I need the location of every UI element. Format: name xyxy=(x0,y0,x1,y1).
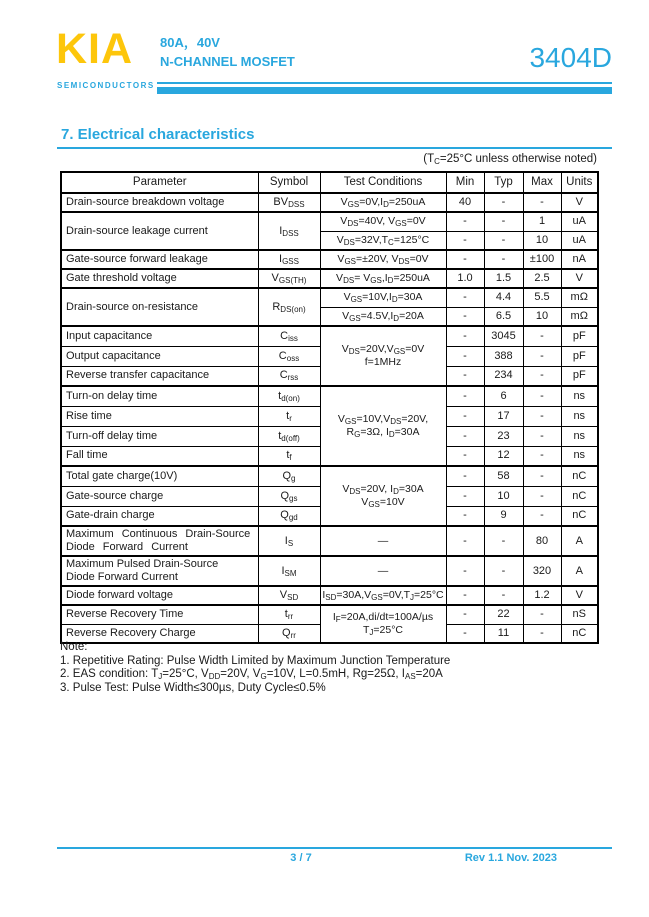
units-cell: uA xyxy=(561,212,598,231)
symbol-cell: $C_{oss}$ xyxy=(258,346,320,366)
param-cell: Turn-on delay time xyxy=(61,386,258,406)
min-cell: - xyxy=(446,466,484,486)
units-cell: A xyxy=(561,526,598,556)
revision-label: Rev 1.1 Nov. 2023 xyxy=(464,852,557,864)
col-header-parameter: Parameter xyxy=(61,172,258,193)
symbol-cell: $BV_{DSS}$ xyxy=(258,193,320,212)
cond-cell: $I_F=20A,di/dt=100A/\mu s$ $T_J=25^\circ C$ xyxy=(320,605,446,643)
param-cell: Gate threshold voltage xyxy=(61,269,258,288)
section-title: 7. Electrical characteristics xyxy=(61,126,255,143)
param-cell: Reverse transfer capacitance xyxy=(61,366,258,386)
typ-cell: 9 xyxy=(484,506,523,526)
part-number: 3404D xyxy=(529,42,612,73)
max-cell: - xyxy=(523,506,561,526)
condition-note: ($T_C=25^\circ C$ unless otherwise noted) xyxy=(423,153,597,166)
notes-title: Note: xyxy=(60,641,88,653)
param-cell: Output capacitance xyxy=(61,346,258,366)
param-cell: Gate-drain charge xyxy=(61,506,258,526)
section-rule xyxy=(57,147,612,149)
max-cell: - xyxy=(523,366,561,386)
typ-cell: - xyxy=(484,250,523,269)
typ-cell: 10 xyxy=(484,486,523,506)
cond-cell: $V_{GS}=10V,V_{DS}=20V$, $R_G=3\Omega$, $I_D=30A$ xyxy=(320,386,446,466)
param-cell: Reverse Recovery Time xyxy=(61,605,258,624)
units-cell: ns xyxy=(561,406,598,426)
min-cell: - xyxy=(446,506,484,526)
param-cell: Drain-source leakage current xyxy=(61,212,258,250)
symbol-cell: $I_{SM}$ xyxy=(258,556,320,586)
min-cell: - xyxy=(446,231,484,250)
typ-cell: 4.4 xyxy=(484,288,523,307)
param-cell: Drain-source on-resistance xyxy=(61,288,258,326)
col-header-max: Max xyxy=(523,172,561,193)
min-cell: - xyxy=(446,556,484,586)
units-cell: ns xyxy=(561,386,598,406)
min-cell: - xyxy=(446,605,484,624)
min-cell: - xyxy=(446,366,484,386)
typ-cell: 12 xyxy=(484,446,523,466)
units-cell: mΩ xyxy=(561,307,598,326)
units-cell: V xyxy=(561,269,598,288)
max-cell: 10 xyxy=(523,231,561,250)
typ-cell: 234 xyxy=(484,366,523,386)
notes-block xyxy=(60,641,450,695)
units-cell: pF xyxy=(561,366,598,386)
min-cell: 40 xyxy=(446,193,484,212)
units-cell: nC xyxy=(561,506,598,526)
max-cell: 320 xyxy=(523,556,561,586)
min-cell: - xyxy=(446,624,484,643)
units-cell: nC xyxy=(561,624,598,643)
footer-rule xyxy=(57,847,612,849)
max-cell: - xyxy=(523,326,561,346)
units-cell: ns xyxy=(561,426,598,446)
typ-cell: - xyxy=(484,526,523,556)
param-cell: Diode forward voltage xyxy=(61,586,258,605)
min-cell: - xyxy=(446,486,484,506)
note-item-2: 2. EAS condition: $T_J=25^\circ C$, $V_{DD}=20V$, $V_G=10V$, L=0.5mH, Rg=25Ω, $I_{AS}=20A$ xyxy=(60,668,443,681)
min-cell: - xyxy=(446,526,484,556)
max-cell: - xyxy=(523,426,561,446)
symbol-cell: $I_{DSS}$ xyxy=(258,212,320,250)
symbol-cell: $C_{rss}$ xyxy=(258,366,320,386)
param-cell: Reverse Recovery Charge xyxy=(61,624,258,643)
cond-cell: $V_{DS}=32V,T_C=125^\circ C$ xyxy=(320,231,446,250)
page-number: 3 / 7 xyxy=(290,852,312,864)
cond-cell: $V_{DS}=20V$, $I_D=30A$ $V_{GS}=10V$ xyxy=(320,466,446,526)
min-cell: - xyxy=(446,307,484,326)
symbol-cell: $Q_g$ xyxy=(258,466,320,486)
kia-logo: KIA xyxy=(56,25,134,73)
units-cell: mΩ xyxy=(561,288,598,307)
max-cell: - xyxy=(523,406,561,426)
symbol-cell: $I_{GSS}$ xyxy=(258,250,320,269)
max-cell: 80 xyxy=(523,526,561,556)
param-cell: Fall time xyxy=(61,446,258,466)
max-cell: - xyxy=(523,605,561,624)
header-device-info xyxy=(160,33,295,71)
typ-cell: - xyxy=(484,212,523,231)
max-cell: - xyxy=(523,346,561,366)
col-header-typ: Typ xyxy=(484,172,523,193)
table-row xyxy=(61,193,598,212)
typ-cell: 58 xyxy=(484,466,523,486)
min-cell: - xyxy=(446,446,484,466)
min-cell: - xyxy=(446,288,484,307)
min-cell: - xyxy=(446,586,484,605)
symbol-cell: $I_S$ xyxy=(258,526,320,556)
units-cell: pF xyxy=(561,346,598,366)
cond-cell: $V_{GS}=10V,I_D=30A$ xyxy=(320,288,446,307)
param-cell: Input capacitance xyxy=(61,326,258,346)
table-row xyxy=(61,250,598,269)
max-cell: 10 xyxy=(523,307,561,326)
cond-cell: $V_{DS}=40V$, $V_{GS}=0V$ xyxy=(320,212,446,231)
typ-cell: - xyxy=(484,586,523,605)
header-thick-bar xyxy=(157,87,612,94)
typ-cell: 22 xyxy=(484,605,523,624)
note-item-1: 1. Repetitive Rating: Pulse Width Limited by Maximum Junction Temperature xyxy=(60,654,451,667)
symbol-cell: $Q_{gd}$ xyxy=(258,506,320,526)
param-cell: Gate-source forward leakage xyxy=(61,250,258,269)
table-row xyxy=(61,466,598,486)
min-cell: 1.0 xyxy=(446,269,484,288)
table-header-row xyxy=(61,172,598,193)
symbol-cell: $Q_{rr}$ xyxy=(258,624,320,643)
table-row xyxy=(61,269,598,288)
units-cell: ns xyxy=(561,446,598,466)
table-row xyxy=(61,212,598,231)
cond-cell: $V_{DS}=20V,V_{GS}=0V$ f=1MHz xyxy=(320,326,446,386)
typ-cell: - xyxy=(484,231,523,250)
max-cell: - xyxy=(523,446,561,466)
min-cell: - xyxy=(446,346,484,366)
col-header-units: Units xyxy=(561,172,598,193)
symbol-cell: $t_{d(on)}$ xyxy=(258,386,320,406)
param-cell: Maximum Pulsed Drain-Source Diode Forward Current xyxy=(61,556,258,586)
param-cell: Total gate charge(10V) xyxy=(61,466,258,486)
typ-cell: 17 xyxy=(484,406,523,426)
note-item-3: 3. Pulse Test: Pulse Width≤300µs, Duty Cycle≤0.5% xyxy=(60,681,326,694)
min-cell: - xyxy=(446,212,484,231)
typ-cell: - xyxy=(484,193,523,212)
cond-cell: — xyxy=(320,526,446,556)
header-thin-rule xyxy=(157,82,612,84)
units-cell: nA xyxy=(561,250,598,269)
max-cell: - xyxy=(523,386,561,406)
cond-cell: $V_{DS}= V_{GS},I_D=250uA$ xyxy=(320,269,446,288)
max-cell: - xyxy=(523,193,561,212)
cond-cell: $I_{SD}=30A,V_{GS}=0V,T_J=25^\circ C$ xyxy=(320,586,446,605)
min-cell: - xyxy=(446,250,484,269)
param-cell: Maximum Continuous Drain-Source Diode Forward Current xyxy=(61,526,258,556)
max-cell: - xyxy=(523,466,561,486)
min-cell: - xyxy=(446,406,484,426)
param-cell: Gate-source charge xyxy=(61,486,258,506)
col-header-min: Min xyxy=(446,172,484,193)
units-cell: nS xyxy=(561,605,598,624)
symbol-cell: $V_{SD}$ xyxy=(258,586,320,605)
cond-cell: $V_{GS}=4.5V,I_D=20A$ xyxy=(320,307,446,326)
symbol-cell: $C_{iss}$ xyxy=(258,326,320,346)
max-cell: 1.2 xyxy=(523,586,561,605)
symbol-cell: $R_{DS(on)}$ xyxy=(258,288,320,326)
col-header-symbol: Symbol xyxy=(258,172,320,193)
table-row xyxy=(61,326,598,346)
typ-cell: 1.5 xyxy=(484,269,523,288)
symbol-cell: $t_r$ xyxy=(258,406,320,426)
param-cell: Turn-off delay time xyxy=(61,426,258,446)
param-cell: Rise time xyxy=(61,406,258,426)
table-row xyxy=(61,605,598,624)
cond-cell: $V_{GS}=0V,I_D=250uA$ xyxy=(320,193,446,212)
units-cell: V xyxy=(561,586,598,605)
rating-line: 80A，40V xyxy=(160,35,220,50)
cond-cell: $V_{GS}=\pm 20V$, $V_{DS}=0V$ xyxy=(320,250,446,269)
units-cell: V xyxy=(561,193,598,212)
units-cell: A xyxy=(561,556,598,586)
symbol-cell: $Q_{gs}$ xyxy=(258,486,320,506)
table-row xyxy=(61,556,598,586)
max-cell: 5.5 xyxy=(523,288,561,307)
table-row xyxy=(61,526,598,556)
max-cell: - xyxy=(523,624,561,643)
symbol-cell: $t_{d(off)}$ xyxy=(258,426,320,446)
logo-subtext: SEMICONDUCTORS xyxy=(57,81,155,90)
col-header-test-conditions: Test Conditions xyxy=(320,172,446,193)
typ-cell: 6 xyxy=(484,386,523,406)
max-cell: - xyxy=(523,486,561,506)
min-cell: - xyxy=(446,426,484,446)
typ-cell: - xyxy=(484,556,523,586)
typ-cell: 3045 xyxy=(484,326,523,346)
param-cell: Drain-source breakdown voltage xyxy=(61,193,258,212)
device-type: N-CHANNEL MOSFET xyxy=(160,54,295,69)
min-cell: - xyxy=(446,326,484,346)
typ-cell: 11 xyxy=(484,624,523,643)
min-cell: - xyxy=(446,386,484,406)
table-row xyxy=(61,288,598,307)
max-cell: ±100 xyxy=(523,250,561,269)
typ-cell: 23 xyxy=(484,426,523,446)
cond-cell: — xyxy=(320,556,446,586)
units-cell: nC xyxy=(561,466,598,486)
symbol-cell: $t_{rr}$ xyxy=(258,605,320,624)
symbol-cell: $t_f$ xyxy=(258,446,320,466)
units-cell: uA xyxy=(561,231,598,250)
typ-cell: 6.5 xyxy=(484,307,523,326)
table-row xyxy=(61,586,598,605)
electrical-characteristics-table xyxy=(60,171,599,644)
symbol-cell: $V_{GS(TH)}$ xyxy=(258,269,320,288)
max-cell: 2.5 xyxy=(523,269,561,288)
max-cell: 1 xyxy=(523,212,561,231)
units-cell: nC xyxy=(561,486,598,506)
typ-cell: 388 xyxy=(484,346,523,366)
units-cell: pF xyxy=(561,326,598,346)
table-row xyxy=(61,386,598,406)
